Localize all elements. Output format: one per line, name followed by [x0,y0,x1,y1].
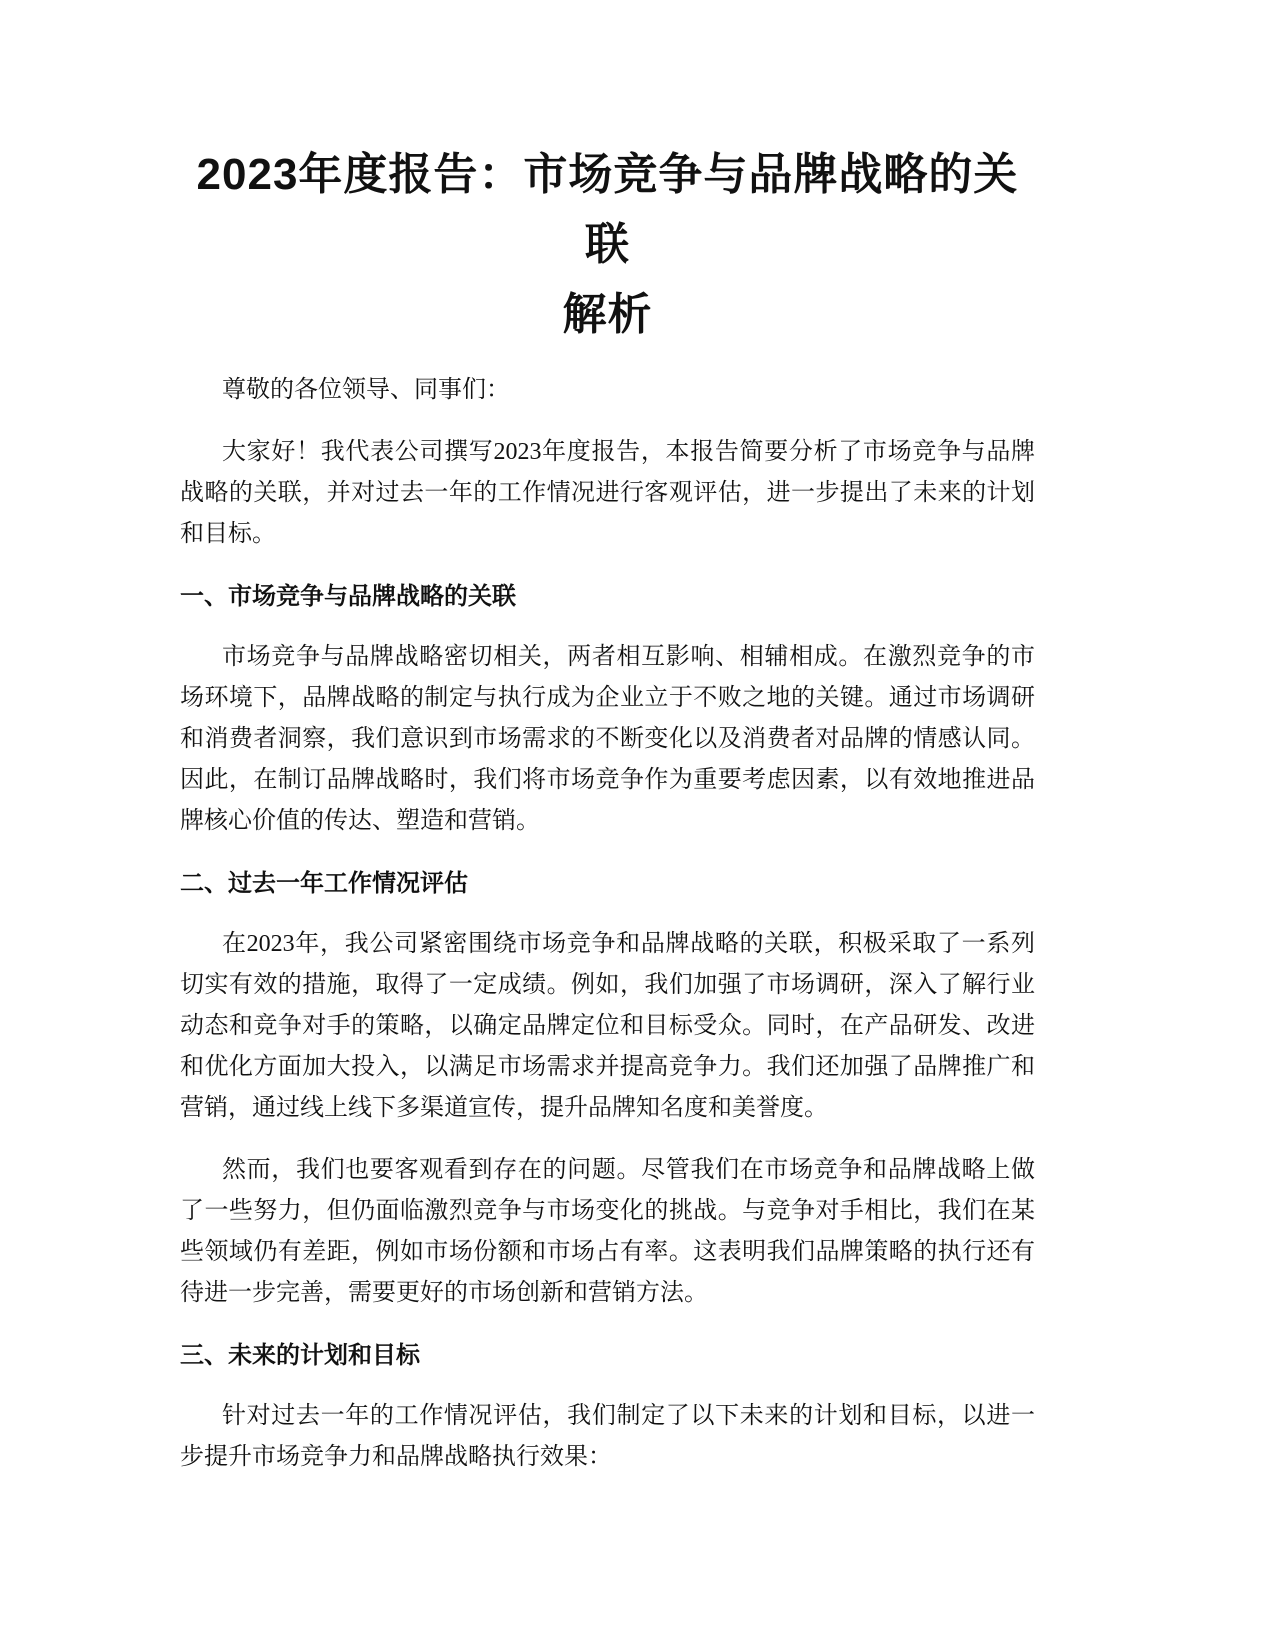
document-title [180,140,1035,350]
section-1-heading: 一、市场竞争与品牌战略的关联 [180,583,516,610]
section-2-paragraph-2: 然而，我们也要客观看到存在的问题。尽管我们在市场竞争和品牌战略上做了一些努力，但仍面临激烈竞争与市场变化的挑战。与竞争对手相比，我们在某些领域仍有差距，例如市场份额和市场占有率。这表明我们品牌策略的执行还有待进一步完善，需要更好的市场创新和营销方法。 [180,1157,1035,1306]
intro-paragraph: 大家好！我代表公司撰写2023年度报告，本报告简要分析了市场竞争与品牌战略的关联，并对过去一年的工作情况进行客观评估，进一步提出了未来的计划和目标。 [180,439,1035,547]
section-1-paragraph-1: 市场竞争与品牌战略密切相关，两者相互影响、相辅相成。在激烈竞争的市场环境下，品牌战略的制定与执行成为企业立于不败之地的关键。通过市场调研和消费者洞察，我们意识到市场需求的不断变化以及消费者对品牌的情感认同。因此，在制订品牌战略时，我们将市场竞争作为重要考虑因素，以有效地推进品牌核心价值的传达、塑造和营销。 [180,644,1035,834]
document-page [180,140,1035,1499]
section-2-paragraph-1: 在2023年，我公司紧密围绕市场竞争和品牌战略的关联，积极采取了一系列切实有效的措施，取得了一定成绩。例如，我们加强了市场调研，深入了解行业动态和竞争对手的策略，以确定品牌定位和目标受众。同时，在产品研发、改进和优化方面加大投入，以满足市场需求并提高竞争力。我们还加强了品牌推广和营销，通过线上线下多渠道宣传，提升品牌知名度和美誉度。 [180,931,1035,1121]
greeting-paragraph: 尊敬的各位领导、同事们： [222,377,510,403]
title-line-2: 解析 [562,290,653,339]
section-3-paragraph-1: 针对过去一年的工作情况评估，我们制定了以下未来的计划和目标，以进一步提升市场竞争力和品牌战略执行效果： [180,1403,1035,1470]
section-2-heading: 二、过去一年工作情况评估 [180,870,468,897]
section-3-heading: 三、未来的计划和目标 [180,1342,420,1369]
title-line-1: 2023年度报告：市场竞争与品牌战略的关联 [196,150,1019,269]
